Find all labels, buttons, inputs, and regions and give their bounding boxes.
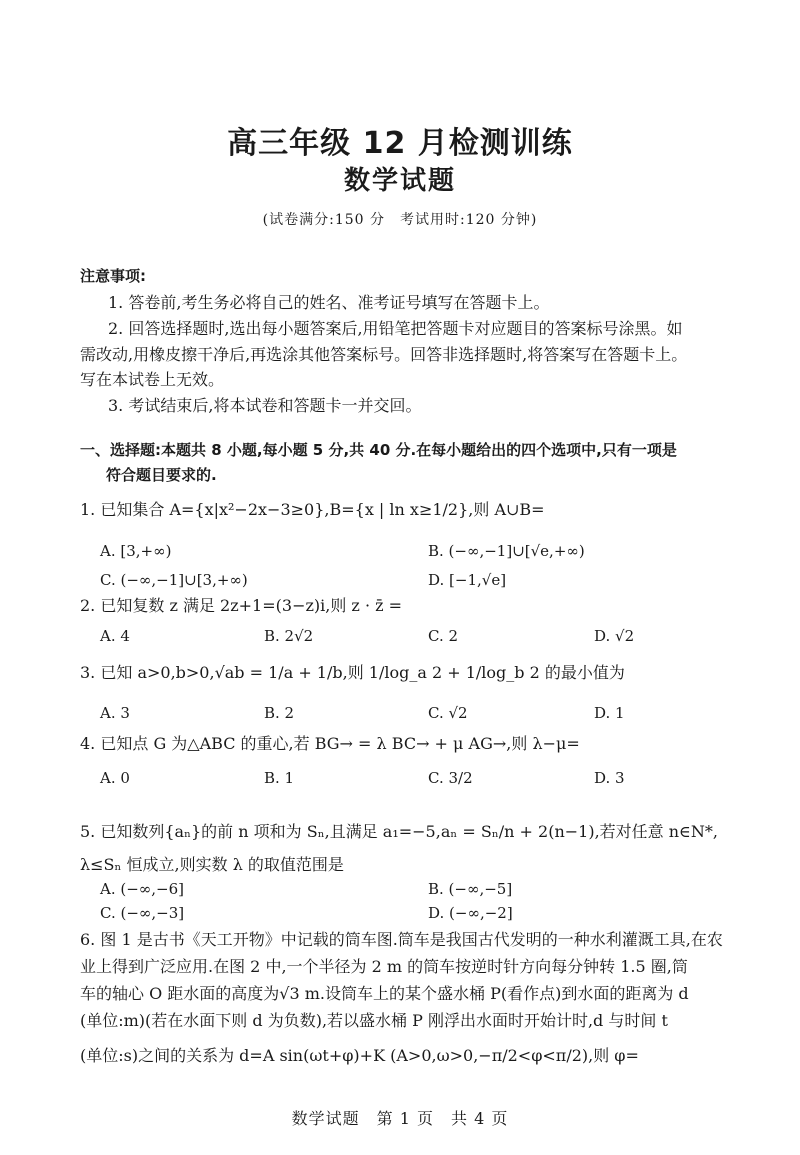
- question-2-stem: 2. 已知复数 z 满足 2z+1=(3−z)i,则 z · z̄ =: [80, 596, 403, 615]
- exam-subject-title: 数学试题: [343, 166, 456, 196]
- question-2-option-c: C. 2: [428, 627, 459, 645]
- notice-item-1: 1. 答卷前,考生务必将自己的姓名、准考证号填写在答题卡上。: [108, 293, 550, 312]
- question-6-line-3: 车的轴心 O 距水面的高度为√3 m.设筒车上的某个盛水桶 P(看作点)到水面的距离为 d: [80, 984, 689, 1003]
- question-6-line-4: (单位:m)(若在水面下则 d 为负数),若以盛水桶 P 刚浮出水面时开始计时,d 与时间 t: [80, 1011, 668, 1030]
- question-5-stem-line-1: 5. 已知数列{aₙ}的前 n 项和为 Sₙ,且满足 a₁=−5,aₙ = Sₙ/n + 2(n−1),若对任意 n∈N*,: [80, 822, 718, 841]
- notice-item-2-line-3: 写在本试卷上无效。: [80, 370, 225, 389]
- question-5-option-a: A. (−∞,−6]: [100, 880, 185, 898]
- section-heading-line-2: 符合题目要求的.: [106, 466, 217, 484]
- question-5-option-d: D. (−∞,−2]: [428, 904, 513, 922]
- question-3-stem: 3. 已知 a>0,b>0,√ab = 1/a + 1/b,则 1/log_a 2 + 1/log_b 2 的最小值为: [80, 663, 625, 682]
- notice-item-2-line-2: 需改动,用橡皮擦干净后,再选涂其他答案标号。回答非选择题时,将答案写在答题卡上。: [80, 345, 688, 364]
- question-5-option-b: B. (−∞,−5]: [428, 880, 513, 898]
- question-3-option-c: C. √2: [428, 704, 468, 722]
- question-1-option-b: B. (−∞,−1]∪[√e,+∞): [428, 542, 585, 560]
- question-2-option-a: A. 4: [100, 627, 130, 645]
- question-6-line-5: (单位:s)之间的关系为 d=A sin(ωt+φ)+K (A>0,ω>0,−π/2<φ<π/2),则 φ=: [80, 1046, 639, 1065]
- question-4-option-a: A. 0: [100, 769, 130, 787]
- question-4-option-b: B. 1: [264, 769, 295, 787]
- question-1-stem: 1. 已知集合 A={x|x²−2x−3≥0},B={x | ln x≥1/2},则 A∪B=: [80, 500, 545, 519]
- page-footer: 数学试题 第 1 页 共 4 页: [291, 1109, 509, 1128]
- question-4-option-d: D. 3: [594, 769, 625, 787]
- notice-item-3: 3. 考试结束后,将本试卷和答题卡一并交回。: [108, 396, 422, 415]
- question-2-option-d: D. √2: [594, 627, 635, 645]
- exam-title: 高三年级 12 月检测训练: [227, 126, 573, 161]
- question-3-option-a: A. 3: [100, 704, 130, 722]
- question-1-option-a: A. [3,+∞): [100, 542, 172, 560]
- section-heading-line-1: 一、选择题:本题共 8 小题,每小题 5 分,共 40 分.在每小题给出的四个选项中,只有一项是: [80, 441, 677, 459]
- question-2-option-b: B. 2√2: [264, 627, 314, 645]
- question-3-option-b: B. 2: [264, 704, 295, 722]
- exam-subtitle: (试卷满分:150 分 考试用时:120 分钟): [262, 212, 538, 228]
- question-6-line-2: 业上得到广泛应用.在图 2 中,一个半径为 2 m 的筒车按逆时针方向每分钟转 1.5 圈,筒: [80, 957, 688, 976]
- question-4-option-c: C. 3/2: [428, 769, 473, 787]
- question-5-option-c: C. (−∞,−3]: [100, 904, 185, 922]
- question-3-option-d: D. 1: [594, 704, 625, 722]
- question-1-option-c: C. (−∞,−1]∪[3,+∞): [100, 571, 248, 589]
- notice-heading: 注意事项:: [80, 267, 146, 285]
- question-5-stem-line-2: λ≤Sₙ 恒成立,则实数 λ 的取值范围是: [80, 855, 344, 874]
- question-1-option-d: D. [−1,√e]: [428, 571, 507, 589]
- question-4-stem: 4. 已知点 G 为△ABC 的重心,若 BG→ = λ BC→ + μ AG→,则 λ−μ=: [80, 734, 580, 753]
- notice-item-2-line-1: 2. 回答选择题时,选出每小题答案后,用铅笔把答题卡对应题目的答案标号涂黑。如: [108, 319, 683, 338]
- question-6-line-1: 6. 图 1 是古书《天工开物》中记载的筒车图.筒车是我国古代发明的一种水利灌溉工具,在农: [80, 930, 723, 949]
